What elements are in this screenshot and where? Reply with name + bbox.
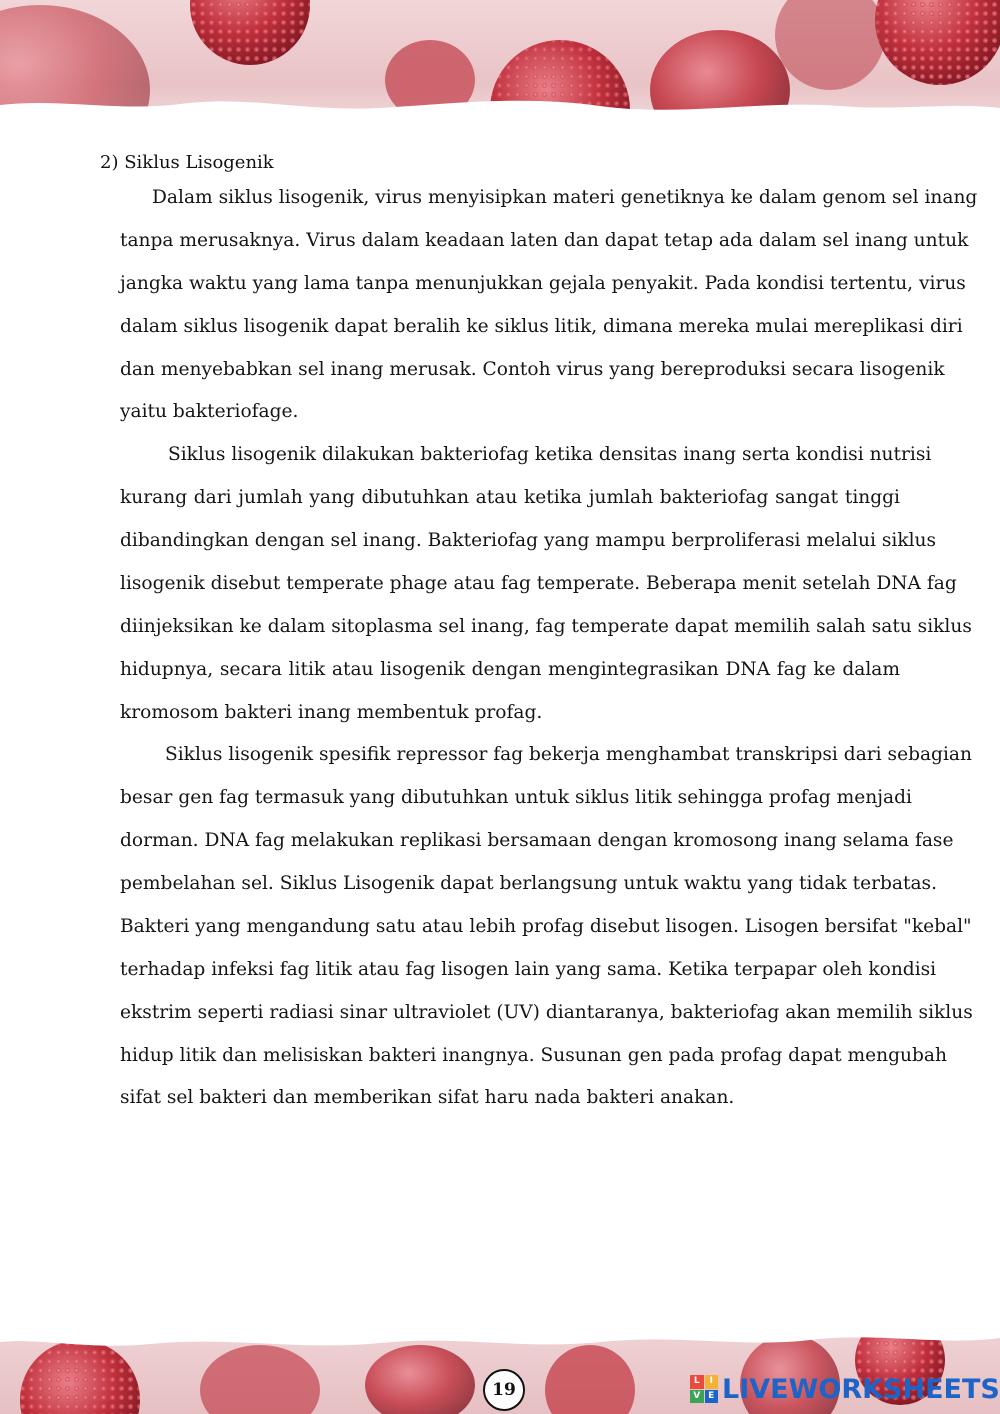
paragraph-3-line-1: Siklus lisogenik spesifik repressor fag bekerja menghambat transkripsi dari sebagian <box>165 744 972 765</box>
logo-block: I <box>705 1375 719 1389</box>
paragraph-2-line-7: kromosom bakteri inang membentuk profag. <box>120 702 543 723</box>
watermark-text: LIVEWORKSHEETS <box>722 1373 1000 1405</box>
logo-block: L <box>690 1375 704 1389</box>
paragraph-3-line-4: pembelahan sel. Siklus Lisogenik dapat berlangsung untuk waktu yang tidak terbatas. <box>120 873 937 894</box>
liveworksheets-logo-icon <box>690 1375 718 1403</box>
paragraph-1-line-1: Dalam siklus lisogenik, virus menyisipkan materi genetiknya ke dalam genom sel inang <box>152 187 978 208</box>
paragraph-1-line-4: dalam siklus lisogenik dapat beralih ke siklus litik, dimana mereka mulai mereplikasi diri <box>120 316 963 337</box>
paragraph-3-line-8: hidup litik dan melisiskan bakteri inangnya. Susunan gen pada profag dapat mengubah <box>120 1045 947 1066</box>
paragraph-3-line-3: dorman. DNA fag melakukan replikasi bersamaan dengan kromosong inang selama fase <box>120 830 954 851</box>
paragraph-3-line-9: sifat sel bakteri dan memberikan sifat haru nada bakteri anakan. <box>120 1087 735 1108</box>
paragraph-1-line-2: tanpa merusaknya. Virus dalam keadaan laten dan dapat tetap ada dalam sel inang untuk <box>120 230 969 251</box>
paragraph-1-line-6: yaitu bakteriofage. <box>120 401 299 422</box>
paragraph-2-line-3: dibandingkan dengan sel inang. Bakteriofag yang mampu berproliferasi melalui siklus <box>120 530 937 551</box>
page-number: 19 <box>492 1380 516 1400</box>
paragraph-2-line-6: hidupnya, secara litik atau lisogenik dengan mengintegrasikan DNA fag ke dalam <box>120 659 900 680</box>
paragraph-1-line-5: dan menyebabkan sel inang merusak. Contoh virus yang bereproduksi secara lisogenik <box>120 359 945 380</box>
virus-illustration-top <box>0 0 1000 140</box>
liveworksheets-watermark <box>690 1372 1000 1406</box>
paragraph-3-line-6: terhadap infeksi fag litik atau fag lisogen lain yang sama. Ketika terpapar oleh kondisi <box>120 959 937 980</box>
logo-block: E <box>705 1390 719 1404</box>
top-decorative-banner <box>0 0 1000 140</box>
paragraph-3-line-2: besar gen fag termasuk yang dibutuhkan untuk siklus litik sehingga profag menjadi <box>120 787 912 808</box>
paragraph-2-line-2: kurang dari jumlah yang dibutuhkan atau ketika jumlah bakteriofag sangat tinggi <box>120 487 900 508</box>
paragraph-2-line-5: diinjeksikan ke dalam sitoplasma sel inang, fag temperate dapat memilih salah satu siklus <box>120 616 972 637</box>
logo-block: V <box>690 1390 704 1404</box>
section-heading: 2) Siklus Lisogenik <box>100 152 274 173</box>
paragraph-3-line-5: Bakteri yang mengandung satu atau lebih profag disebut lisogen. Lisogen bersifat "kebal" <box>120 916 972 937</box>
paragraph-2-line-4: lisogenik disebut temperate phage atau fag temperate. Beberapa menit setelah DNA fag <box>120 573 957 594</box>
paragraph-1-line-3: jangka waktu yang lama tanpa menunjukkan gejala penyakit. Pada kondisi tertentu, virus <box>120 273 966 294</box>
page-number-badge <box>483 1369 525 1411</box>
paragraph-2-line-1: Siklus lisogenik dilakukan bakteriofag ketika densitas inang serta kondisi nutrisi <box>168 444 932 465</box>
paragraph-3-line-7: ekstrim seperti radiasi sinar ultraviolet (UV) diantaranya, bakteriofag akan memilih siklus <box>120 1002 973 1023</box>
